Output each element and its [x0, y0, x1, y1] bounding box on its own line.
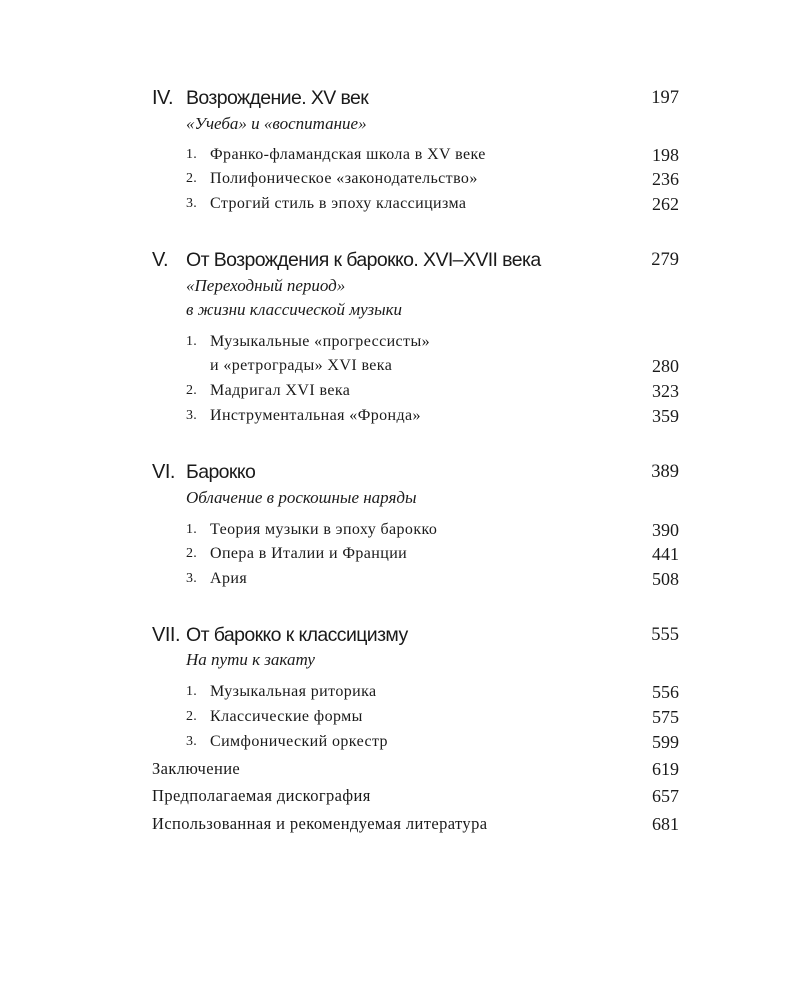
item-title: Симфонический оркестр: [210, 733, 388, 750]
toc-item: [0, 518, 800, 544]
item-number: 3.: [186, 571, 198, 586]
item-title: Строгий стиль в эпоху классицизма: [210, 195, 467, 212]
back-matter-page-number: 657: [652, 786, 679, 806]
chapter-title: Возрождение. XV век: [186, 87, 369, 109]
item-title: Полифоническое «законодательство»: [210, 170, 478, 187]
toc-item: [0, 730, 800, 756]
chapter-title: От Возрождения к барокко. XVI–XVII века: [186, 249, 541, 271]
item-page-number: 390: [652, 520, 679, 540]
chapter-number: VII.: [152, 624, 181, 646]
item-title: Музыкальная риторика: [210, 683, 377, 700]
chapter-page-number: 389: [651, 462, 679, 482]
item-number: 2.: [186, 709, 198, 724]
toc-item: [0, 542, 800, 568]
item-page-number: 575: [652, 707, 679, 727]
chapter-subtitle-text: в жизни классической музыки: [186, 300, 403, 319]
chapter-subtitle-text: Облачение в роскошные наряды: [186, 488, 417, 507]
item-number: 3.: [186, 734, 198, 749]
chapter-page-number: 197: [651, 88, 679, 108]
item-page-number: 323: [652, 381, 679, 401]
item-page-number: 441: [652, 544, 679, 564]
item-number: 1.: [186, 522, 198, 537]
toc-item: [0, 705, 800, 731]
chapter-subtitle-text: «Переходный период»: [186, 276, 346, 295]
back-matter-title: Предполагаемая дискография: [152, 786, 371, 805]
item-page-number: 556: [652, 682, 679, 702]
item-page-number: 508: [652, 569, 679, 589]
item-number: 2.: [186, 546, 198, 561]
item-page-number: 198: [652, 145, 679, 165]
back-matter-entry: [0, 757, 800, 783]
chapter-heading: [0, 460, 800, 486]
item-title-continuation: и «ретрограды» XVI века: [210, 357, 393, 374]
item-page-number: 599: [652, 732, 679, 752]
item-page-number: 280: [652, 356, 679, 376]
chapter-heading: [0, 248, 800, 274]
item-number: 2.: [186, 383, 198, 398]
back-matter-entry: [0, 784, 800, 810]
item-title: Инструментальная «Фронда»: [210, 407, 421, 424]
chapter-subtitle: [0, 298, 800, 324]
chapter-heading: [0, 86, 800, 112]
back-matter-page-number: 619: [652, 759, 679, 779]
chapter-subtitle: [0, 112, 800, 138]
chapter-title: От барокко к классицизму: [186, 624, 408, 646]
toc-item-continuation: [0, 354, 800, 380]
item-title: Опера в Италии и Франции: [210, 545, 408, 562]
chapter-title: Барокко: [186, 461, 256, 483]
back-matter-page-number: 681: [652, 814, 679, 834]
chapter-number: IV.: [152, 87, 174, 109]
item-title: Ария: [210, 570, 248, 587]
toc-item: [0, 167, 800, 193]
item-page-number: 262: [652, 194, 679, 214]
chapter-page-number: 279: [651, 250, 679, 270]
item-page-number: 236: [652, 169, 679, 189]
item-title: Франко-фламандская школа в XV веке: [210, 146, 486, 163]
item-title: Музыкальные «прогрессисты»: [210, 333, 431, 350]
item-number: 1.: [186, 147, 198, 162]
back-matter-entry: [0, 812, 800, 838]
item-number: 3.: [186, 196, 198, 211]
chapter-subtitle: [0, 486, 800, 512]
item-number: 2.: [186, 171, 198, 186]
chapter-number: VI.: [152, 461, 175, 483]
toc-item: [0, 330, 800, 356]
chapter-heading: [0, 623, 800, 649]
toc-item: [0, 379, 800, 405]
item-title: Мадригал XVI века: [210, 382, 351, 399]
back-matter-title: Заключение: [152, 759, 241, 778]
toc-item: [0, 680, 800, 706]
toc-item: [0, 192, 800, 218]
item-title: Теория музыки в эпоху барокко: [210, 521, 438, 538]
item-number: 1.: [186, 684, 198, 699]
toc-item: [0, 143, 800, 169]
chapter-subtitle-text: «Учеба» и «воспитание»: [186, 114, 367, 133]
chapter-subtitle: [0, 648, 800, 674]
toc-item: [0, 567, 800, 593]
item-number: 1.: [186, 334, 198, 349]
item-page-number: 359: [652, 406, 679, 426]
back-matter-title: Использованная и рекомендуемая литература: [152, 814, 488, 833]
item-title: Классические формы: [210, 708, 363, 725]
chapter-page-number: 555: [651, 625, 679, 645]
chapter-number: V.: [152, 249, 169, 271]
chapter-subtitle-text: На пути к закату: [186, 650, 315, 669]
chapter-subtitle: [0, 274, 800, 300]
toc-item: [0, 404, 800, 430]
item-number: 3.: [186, 408, 198, 423]
